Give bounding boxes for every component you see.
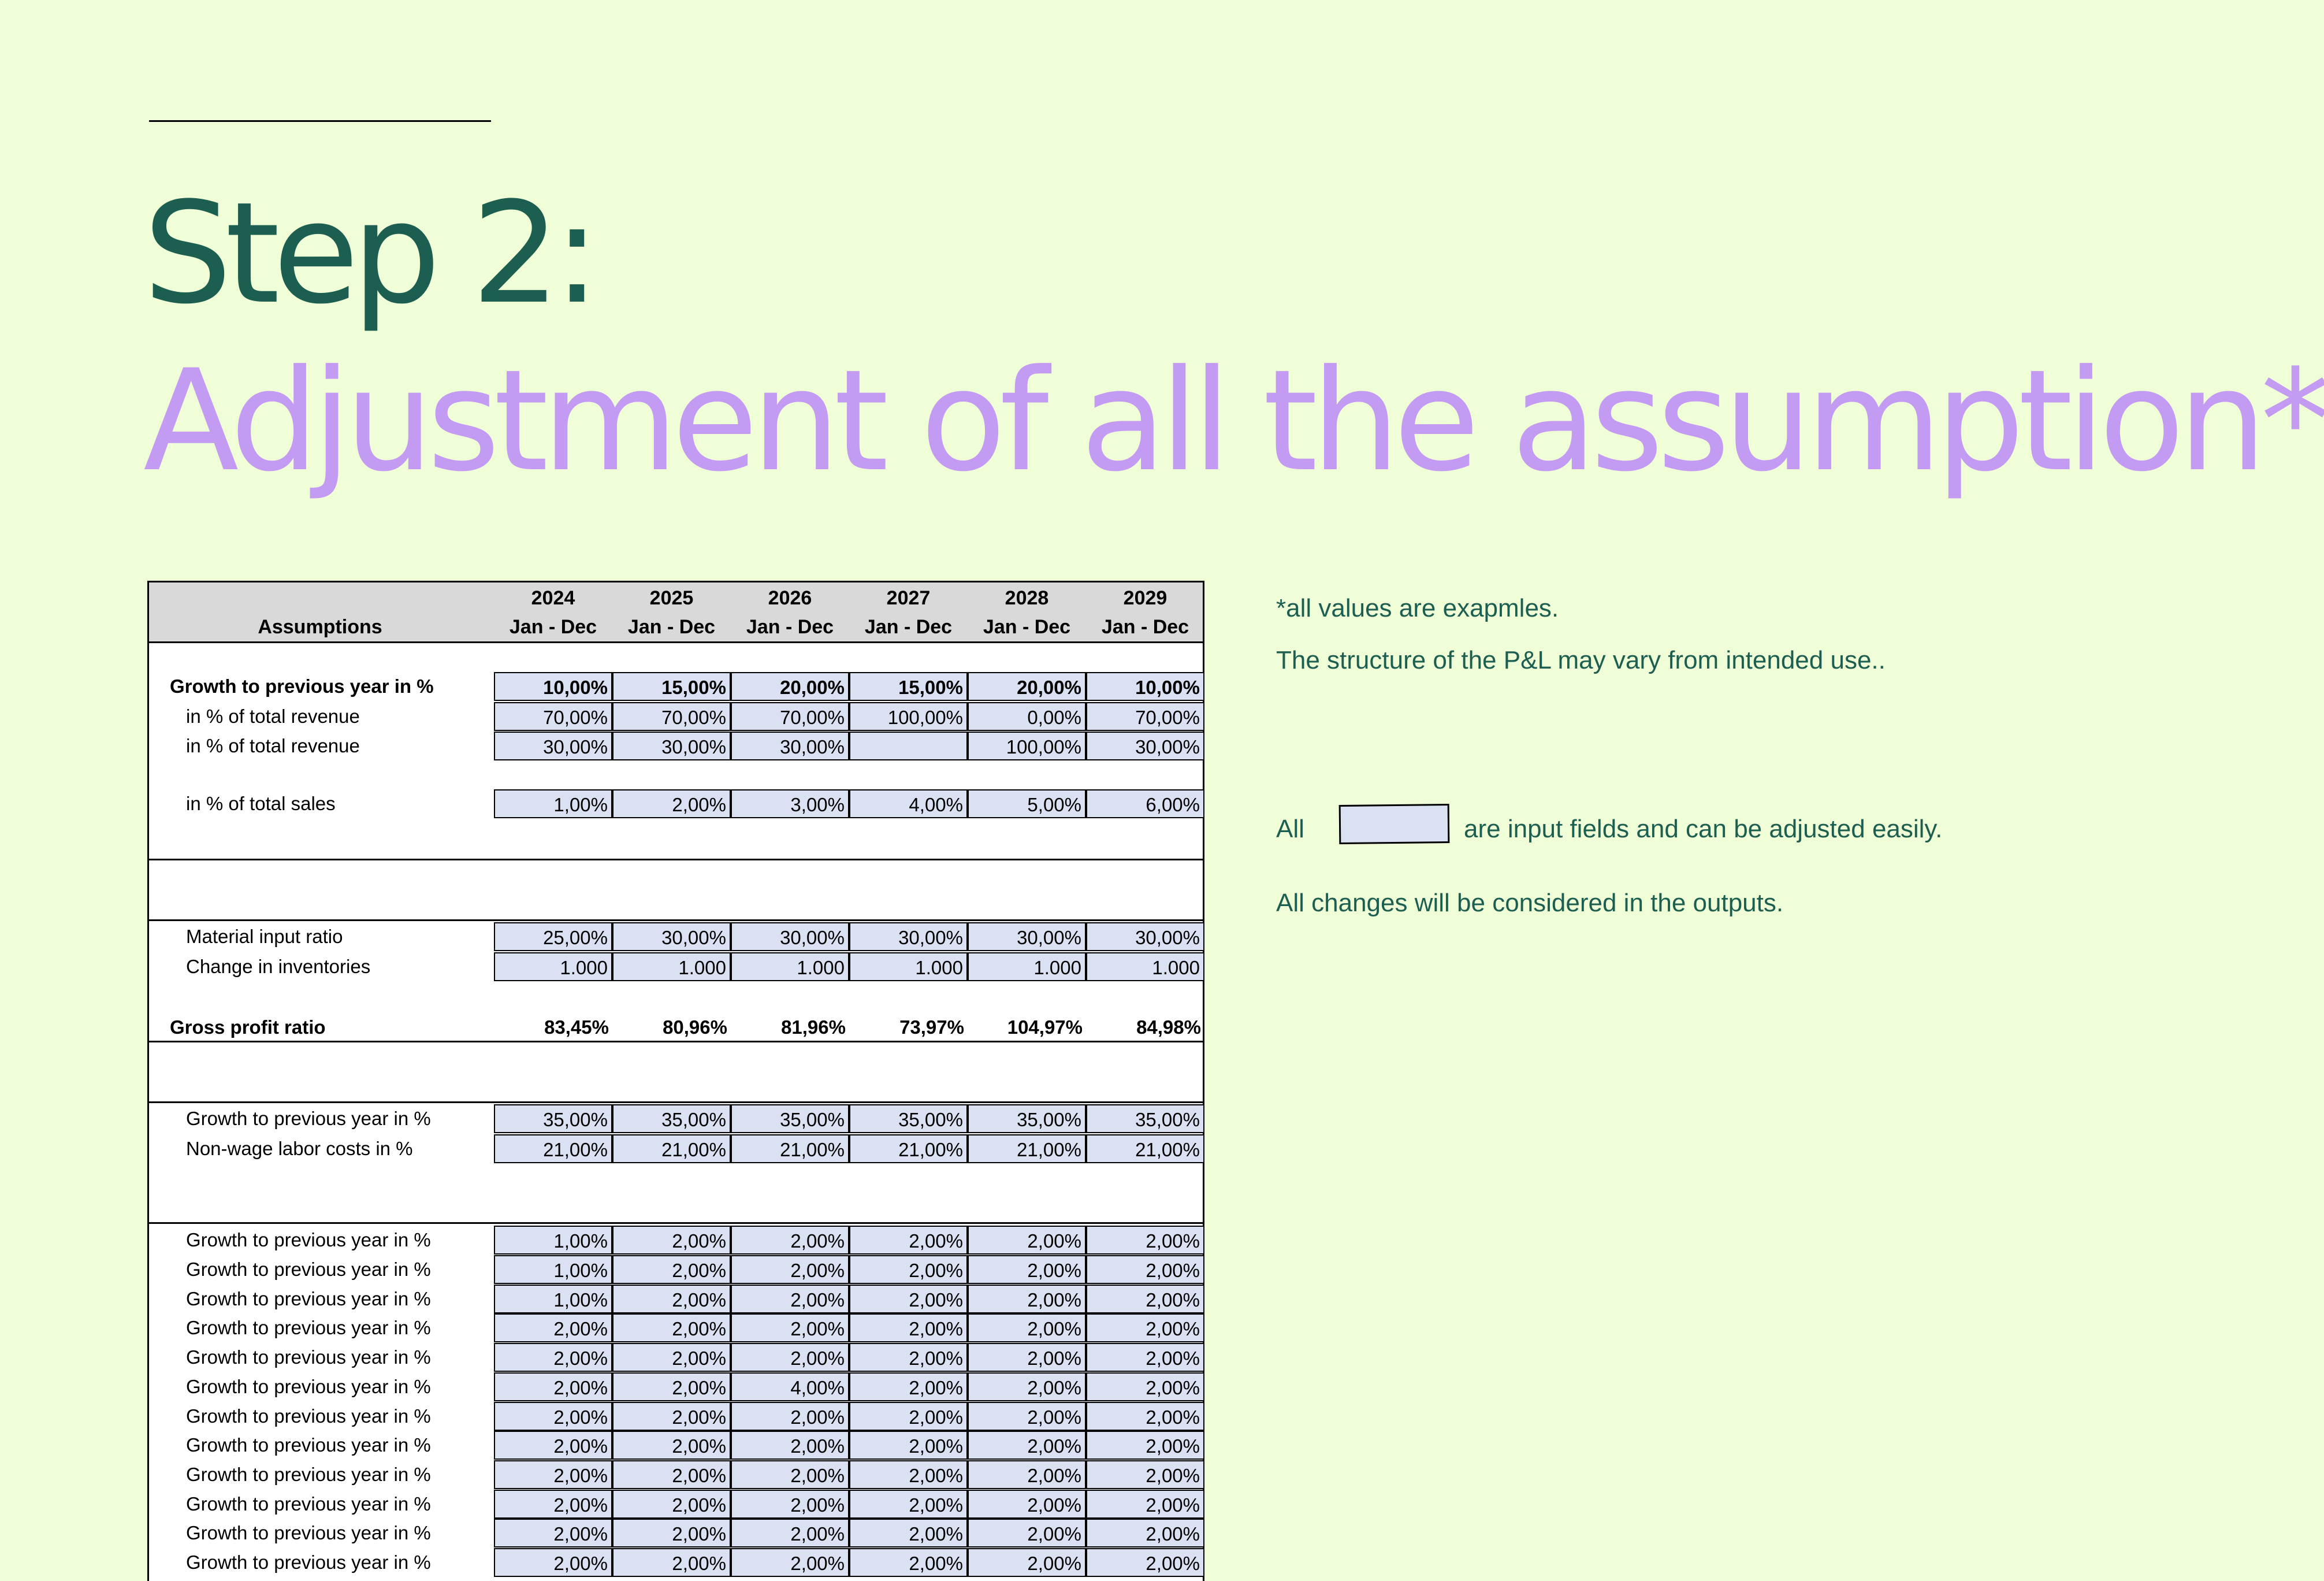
input-cell[interactable]: 35,00% (1086, 1104, 1204, 1133)
input-cell[interactable]: 21,00% (731, 1134, 849, 1163)
input-cell[interactable]: 2,00% (968, 1255, 1086, 1284)
input-cell[interactable]: 1,00% (494, 1285, 612, 1313)
assumptions-sheet (147, 581, 1204, 1581)
input-cell[interactable]: 1.000 (494, 952, 612, 981)
input-cell[interactable]: 2,00% (849, 1343, 968, 1372)
table-row (149, 789, 1203, 818)
table-row (149, 732, 1203, 760)
row-label: in % of total sales (186, 793, 336, 814)
table-divider (149, 120, 491, 122)
row-label: Growth to previous year in % (186, 1552, 431, 1573)
table-row (149, 922, 1203, 951)
input-cell[interactable]: 2,00% (731, 1226, 849, 1255)
note-changes: All changes will be considered in the outputs. (1276, 889, 1784, 917)
input-cell[interactable]: 2,00% (1086, 1285, 1204, 1313)
input-cell[interactable]: 30,00% (731, 732, 849, 760)
input-cell[interactable]: 2,00% (612, 1343, 731, 1372)
input-cell[interactable]: 2,00% (612, 1313, 731, 1342)
input-cell[interactable]: 2,00% (849, 1313, 968, 1342)
input-cell[interactable]: 2,00% (731, 1548, 849, 1577)
input-cell[interactable]: 2,00% (1086, 1490, 1204, 1519)
table-row (149, 1460, 1203, 1489)
input-cell[interactable]: 2,00% (968, 1431, 1086, 1460)
input-cell[interactable]: 4,00% (849, 789, 968, 818)
section-divider (149, 859, 1203, 860)
header-year: 2026 (768, 587, 812, 609)
input-cell[interactable]: 4,00% (731, 1372, 849, 1401)
step-subtitle: Adjustment of all the assumption* (143, 340, 2324, 503)
input-cell[interactable]: 2,00% (1086, 1343, 1204, 1372)
input-cell[interactable]: 2,00% (494, 1431, 612, 1460)
input-cell[interactable]: 2,00% (731, 1519, 849, 1547)
input-cell[interactable]: 5,00% (968, 789, 1086, 818)
table-row (149, 1372, 1203, 1401)
header-period: Jan - Dec (627, 616, 716, 638)
input-cell[interactable]: 2,00% (968, 1313, 1086, 1342)
input-cell[interactable]: 2,00% (494, 1548, 612, 1577)
value-cell: 84,98% (1136, 1016, 1201, 1038)
input-cell[interactable]: 35,00% (731, 1104, 849, 1133)
input-cell[interactable]: 2,00% (968, 1460, 1086, 1489)
input-cell[interactable]: 30,00% (968, 922, 1086, 951)
input-cell[interactable]: 2,00% (1086, 1519, 1204, 1547)
section-divider (149, 1101, 1203, 1103)
row-label: Growth to previous year in % (186, 1288, 431, 1309)
input-cell[interactable]: 2,00% (849, 1548, 968, 1577)
input-cell[interactable]: 2,00% (494, 1490, 612, 1519)
header-year: 2029 (1123, 587, 1167, 609)
input-cell[interactable]: 2,00% (968, 1402, 1086, 1431)
input-cell[interactable]: 21,00% (1086, 1134, 1204, 1163)
input-cell[interactable]: 21,00% (849, 1134, 968, 1163)
step-title: Step 2: (143, 172, 594, 335)
input-cell[interactable]: 2,00% (612, 1285, 731, 1313)
note-examples: *all values are exapmles. (1276, 594, 1559, 622)
row-label: Growth to previous year in % (186, 1434, 431, 1456)
input-cell[interactable]: 70,00% (1086, 702, 1204, 731)
input-cell[interactable]: 2,00% (612, 1226, 731, 1255)
input-cell[interactable]: 2,00% (612, 1548, 731, 1577)
input-cell[interactable]: 2,00% (849, 1285, 968, 1313)
input-cell[interactable]: 20,00% (968, 672, 1086, 701)
header-period: Jan - Dec (509, 616, 597, 638)
input-cell[interactable]: 2,00% (612, 1460, 731, 1489)
input-cell[interactable]: 1.000 (1086, 952, 1204, 981)
input-cell[interactable]: 2,00% (612, 1431, 731, 1460)
input-cell[interactable]: 1,00% (494, 1226, 612, 1255)
table-row (149, 1490, 1203, 1519)
input-cell[interactable]: 35,00% (968, 1104, 1086, 1133)
input-cell[interactable]: 30,00% (1086, 732, 1204, 760)
input-cell[interactable]: 2,00% (612, 1255, 731, 1284)
header-assumptions-label: Assumptions (258, 616, 382, 638)
header-year: 2024 (531, 587, 575, 609)
input-cell[interactable]: 2,00% (849, 1402, 968, 1431)
input-cell[interactable]: 2,00% (731, 1255, 849, 1284)
input-cell[interactable]: 30,00% (731, 922, 849, 951)
table-row (149, 1313, 1203, 1342)
header-period: Jan - Dec (746, 616, 834, 638)
table-row (149, 1343, 1203, 1372)
input-cell[interactable]: 2,00% (494, 1460, 612, 1489)
input-cell[interactable]: 2,00% (494, 1313, 612, 1342)
row-label: Non-wage labor costs in % (186, 1138, 413, 1159)
input-cell[interactable]: 2,00% (494, 1519, 612, 1547)
input-cell[interactable]: 2,00% (494, 1402, 612, 1431)
value-cell: 83,45% (544, 1016, 609, 1038)
table-row (149, 1134, 1203, 1163)
note-input-prefix: All (1276, 815, 1304, 843)
input-cell[interactable]: 10,00% (1086, 672, 1204, 701)
input-cell[interactable]: 2,00% (849, 1372, 968, 1401)
input-cell[interactable]: 2,00% (731, 1460, 849, 1489)
row-label: Gross profit ratio (170, 1016, 326, 1038)
input-cell[interactable]: 2,00% (1086, 1431, 1204, 1460)
table-row (149, 1285, 1203, 1313)
row-label: Growth to previous year in % (186, 1522, 431, 1543)
input-cell[interactable]: 35,00% (849, 1104, 968, 1133)
input-cell[interactable]: 2,00% (731, 1285, 849, 1313)
input-cell[interactable]: 2,00% (1086, 1255, 1204, 1284)
value-cell: 104,97% (1007, 1016, 1083, 1038)
row-label: Growth to previous year in % (170, 676, 434, 697)
table-row (149, 1226, 1203, 1255)
input-cell[interactable]: 6,00% (1086, 789, 1204, 818)
input-cell[interactable]: 30,00% (1086, 922, 1204, 951)
header-year: 2027 (886, 587, 931, 609)
input-cell[interactable]: 2,00% (612, 1519, 731, 1547)
input-cell[interactable]: 25,00% (494, 922, 612, 951)
input-cell[interactable]: 2,00% (968, 1226, 1086, 1255)
input-cell[interactable]: 2,00% (731, 1343, 849, 1372)
input-cell[interactable]: 2,00% (612, 1372, 731, 1401)
table-row (149, 1402, 1203, 1431)
input-cell[interactable]: 2,00% (612, 789, 731, 818)
header-year: 2028 (1005, 587, 1049, 609)
input-cell[interactable]: 30,00% (494, 732, 612, 760)
input-cell[interactable]: 2,00% (612, 1402, 731, 1431)
row-label: Change in inventories (186, 956, 371, 977)
input-cell[interactable]: 70,00% (612, 702, 731, 731)
input-cell[interactable]: 30,00% (849, 922, 968, 951)
input-cell[interactable]: 100,00% (849, 702, 968, 731)
input-cell[interactable]: 2,00% (731, 1402, 849, 1431)
input-cell[interactable]: 1.000 (849, 952, 968, 981)
input-cell[interactable]: 2,00% (1086, 1372, 1204, 1401)
row-label: Growth to previous year in % (186, 1259, 431, 1280)
input-cell[interactable]: 2,00% (968, 1372, 1086, 1401)
input-cell[interactable]: 2,00% (1086, 1402, 1204, 1431)
table-row (149, 1255, 1203, 1284)
input-cell[interactable]: 2,00% (494, 1343, 612, 1372)
input-cell[interactable]: 2,00% (968, 1343, 1086, 1372)
input-cell[interactable]: 2,00% (849, 1255, 968, 1284)
row-label: Growth to previous year in % (186, 1405, 431, 1427)
input-cell[interactable]: 3,00% (731, 789, 849, 818)
note-input-suffix: are input fields and can be adjusted easily. (1464, 815, 1943, 843)
row-label: Growth to previous year in % (186, 1464, 431, 1485)
input-cell[interactable]: 2,00% (849, 1226, 968, 1255)
row-label: Growth to previous year in % (186, 1108, 431, 1129)
row-label: Material input ratio (186, 926, 343, 947)
table-row (149, 1519, 1203, 1547)
row-label: Growth to previous year in % (186, 1376, 431, 1397)
input-cell[interactable]: 2,00% (1086, 1313, 1204, 1342)
input-cell[interactable]: 10,00% (494, 672, 612, 701)
value-cell: 80,96% (663, 1016, 727, 1038)
row-label: in % of total revenue (186, 735, 360, 756)
section-divider (149, 1041, 1203, 1042)
input-cell[interactable]: 2,00% (849, 1490, 968, 1519)
input-cell[interactable]: 35,00% (612, 1104, 731, 1133)
table-row (149, 1104, 1203, 1133)
header-year: 2025 (649, 587, 694, 609)
input-cell[interactable]: 0,00% (968, 702, 1086, 731)
input-field-legend-swatch (1339, 804, 1450, 844)
input-cell[interactable]: 2,00% (968, 1519, 1086, 1547)
input-cell[interactable]: 2,00% (849, 1431, 968, 1460)
header-period: Jan - Dec (983, 616, 1071, 638)
input-cell[interactable]: 1.000 (731, 952, 849, 981)
input-cell[interactable]: 30,00% (612, 922, 731, 951)
input-cell[interactable]: 15,00% (849, 672, 968, 701)
input-cell[interactable]: 30,00% (612, 732, 731, 760)
value-cell: 81,96% (781, 1016, 846, 1038)
input-cell[interactable]: 2,00% (731, 1313, 849, 1342)
input-cell[interactable]: 2,00% (968, 1490, 1086, 1519)
row-label: Growth to previous year in % (186, 1493, 431, 1515)
input-cell[interactable]: 2,00% (612, 1490, 731, 1519)
input-cell[interactable]: 2,00% (1086, 1226, 1204, 1255)
table-row (149, 1431, 1203, 1460)
input-cell[interactable]: 15,00% (612, 672, 731, 701)
input-cell[interactable]: 2,00% (494, 1372, 612, 1401)
input-cell[interactable]: 2,00% (1086, 1548, 1204, 1577)
input-cell[interactable]: 21,00% (968, 1134, 1086, 1163)
input-cell[interactable]: 2,00% (731, 1490, 849, 1519)
input-cell[interactable]: 1,00% (494, 789, 612, 818)
value-cell: 73,97% (899, 1016, 964, 1038)
note-structure: The structure of the P&L may vary from intended use.. (1276, 646, 1886, 674)
input-cell[interactable]: 2,00% (968, 1285, 1086, 1313)
input-cell[interactable]: 2,00% (968, 1548, 1086, 1577)
row-label: Growth to previous year in % (186, 1229, 431, 1250)
table-row (149, 702, 1203, 731)
input-cell[interactable]: 2,00% (731, 1431, 849, 1460)
input-cell[interactable]: 35,00% (494, 1104, 612, 1133)
table-row (149, 1548, 1203, 1577)
table-row (149, 1013, 1203, 1042)
input-cell[interactable]: 1.000 (612, 952, 731, 981)
input-cell[interactable]: 2,00% (849, 1460, 968, 1489)
header-period: Jan - Dec (1101, 616, 1189, 638)
input-cell[interactable]: 2,00% (1086, 1460, 1204, 1489)
input-cell[interactable]: 100,00% (968, 732, 1086, 760)
input-cell[interactable]: 1,00% (494, 1255, 612, 1284)
table-row (149, 952, 1203, 981)
table-header (149, 582, 1203, 643)
table-row (149, 672, 1203, 701)
row-label: in % of total revenue (186, 706, 360, 727)
input-cell[interactable]: 70,00% (494, 702, 612, 731)
row-label: Growth to previous year in % (186, 1346, 431, 1368)
input-cell[interactable]: 1.000 (968, 952, 1086, 981)
section-divider (149, 919, 1203, 921)
input-cell[interactable] (849, 732, 968, 760)
input-cell[interactable]: 70,00% (731, 702, 849, 731)
section-divider (149, 1222, 1203, 1224)
input-cell[interactable]: 21,00% (494, 1134, 612, 1163)
input-cell[interactable]: 21,00% (612, 1134, 731, 1163)
row-label: Growth to previous year in % (186, 1317, 431, 1338)
input-cell[interactable]: 2,00% (849, 1519, 968, 1547)
header-period: Jan - Dec (864, 616, 953, 638)
input-cell[interactable]: 20,00% (731, 672, 849, 701)
